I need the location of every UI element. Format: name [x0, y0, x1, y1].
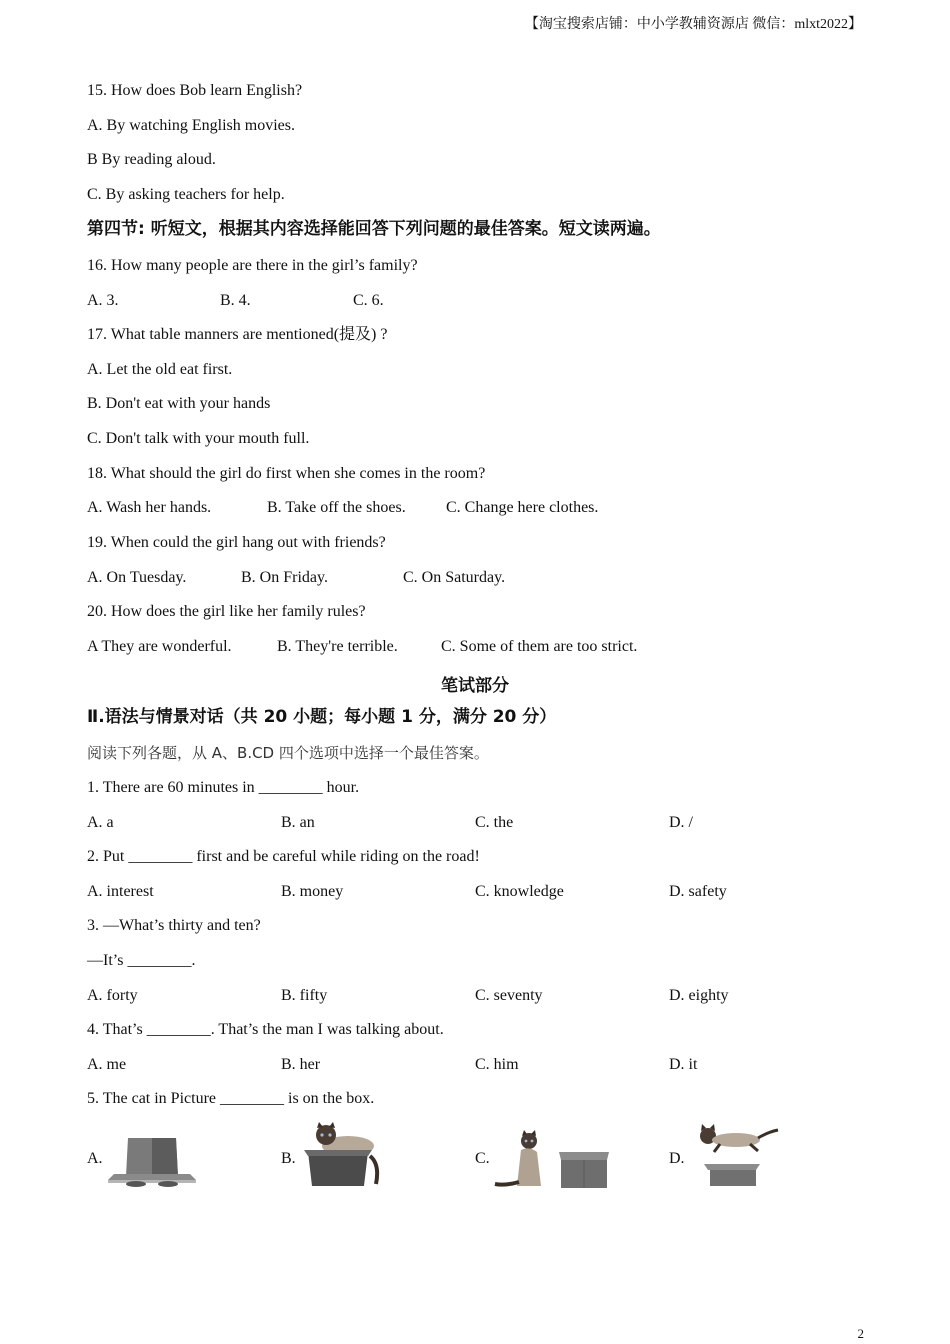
written-q5-option-c: C.: [475, 1150, 490, 1167]
written-q4-option-d: D. it: [669, 1056, 698, 1073]
question-16-option-a: A. 3.: [87, 292, 119, 309]
question-18-option-a: A. Wash her hands.: [87, 499, 212, 516]
written-part-title: 笔试部分: [441, 676, 509, 696]
written-q2-option-a: A. interest: [87, 883, 154, 900]
written-q3-option-b: B. fifty: [281, 987, 328, 1004]
question-18-stem: 18. What should the girl do first when she comes in the room?: [87, 465, 486, 482]
question-18-option-b: B. Take off the shoes.: [267, 499, 406, 516]
part-2-instruction: 阅读下列各题，从 A、B.CD 四个选项中选择一个最佳答案。: [87, 744, 489, 762]
written-q5-option-d: D.: [669, 1150, 685, 1167]
question-16-option-c: C. 6.: [353, 292, 384, 309]
written-q2-option-c: C. knowledge: [475, 883, 564, 900]
written-q1-option-b: B. an: [281, 814, 315, 831]
question-16-option-b: B. 4.: [220, 292, 251, 309]
question-20-stem: 20. How does the girl like her family rules?: [87, 603, 366, 620]
question-19-option-b: B. On Friday.: [241, 569, 328, 586]
written-q1-option-d: D. /: [669, 814, 693, 831]
written-q1-stem: 1. There are 60 minutes in ________ hour.: [87, 779, 360, 796]
written-q2-option-d: D. safety: [669, 883, 727, 900]
written-q3-stem: 3. —What’s thirty and ten?: [87, 917, 261, 934]
written-q5-option-b: B.: [281, 1150, 296, 1167]
question-15-option-b: B By reading aloud.: [87, 151, 216, 168]
question-15-stem: 15. How does Bob learn English?: [87, 82, 303, 99]
written-q3-option-d: D. eighty: [669, 987, 729, 1004]
question-16-stem: 16. How many people are there in the girl’s family?: [87, 257, 418, 274]
question-15-option-a: A. By watching English movies.: [87, 117, 295, 134]
page-header: 【淘宝搜索店铺：中小学教辅资源店 微信：mlxt2022】: [524, 17, 862, 32]
cat-under-box-icon: [106, 1134, 198, 1188]
written-q5-stem: 5. The cat in Picture ________ is on the box.: [87, 1090, 375, 1107]
question-19-stem: 19. When could the girl hang out with friends?: [87, 534, 386, 551]
written-q4-option-c: C. him: [475, 1056, 519, 1073]
question-19-option-c: C. On Saturday.: [403, 569, 506, 586]
written-q3-option-c: C. seventy: [475, 987, 543, 1004]
written-q3-stem-2: —It’s ________.: [87, 952, 196, 969]
written-q4-option-a: A. me: [87, 1056, 127, 1073]
question-17-stem: 17. What table manners are mentioned(提及) ?: [87, 326, 388, 343]
question-20-option-a: A They are wonderful.: [87, 638, 232, 655]
question-19-option-a: A. On Tuesday.: [87, 569, 187, 586]
question-17-option-b: B. Don't eat with your hands: [87, 395, 271, 412]
section-4-title: 第四节: 听短文，根据其内容选择能回答下列问题的最佳答案。短文读两遍。: [87, 219, 661, 239]
question-17-option-a: A. Let the old eat first.: [87, 361, 233, 378]
cat-beside-box-icon: [493, 1130, 611, 1188]
page-number: 2: [857, 1326, 864, 1341]
cat-over-box-icon: [690, 1124, 782, 1188]
written-q3-option-a: A. forty: [87, 987, 138, 1004]
written-q2-stem: 2. Put ________ first and be careful while riding on the road!: [87, 848, 480, 865]
written-q4-stem: 4. That’s ________. That’s the man I was talking about.: [87, 1021, 444, 1038]
written-q1-option-c: C. the: [475, 814, 514, 831]
written-q5-option-a: A.: [87, 1150, 103, 1167]
written-q1-option-a: A. a: [87, 814, 114, 831]
question-17-option-c: C. Don't talk with your mouth full.: [87, 430, 310, 447]
cat-in-box-icon: [302, 1122, 384, 1188]
question-18-option-c: C. Change here clothes.: [446, 499, 599, 516]
written-q4-option-b: B. her: [281, 1056, 321, 1073]
question-20-option-b: B. They're terrible.: [277, 638, 398, 655]
question-15-option-c: C. By asking teachers for help.: [87, 186, 285, 203]
written-q2-option-b: B. money: [281, 883, 344, 900]
question-20-option-c: C. Some of them are too strict.: [441, 638, 638, 655]
part-2-title: Ⅱ.语法与情景对话（共 20 小题；每小题 1 分，满分 20 分）: [87, 707, 557, 727]
